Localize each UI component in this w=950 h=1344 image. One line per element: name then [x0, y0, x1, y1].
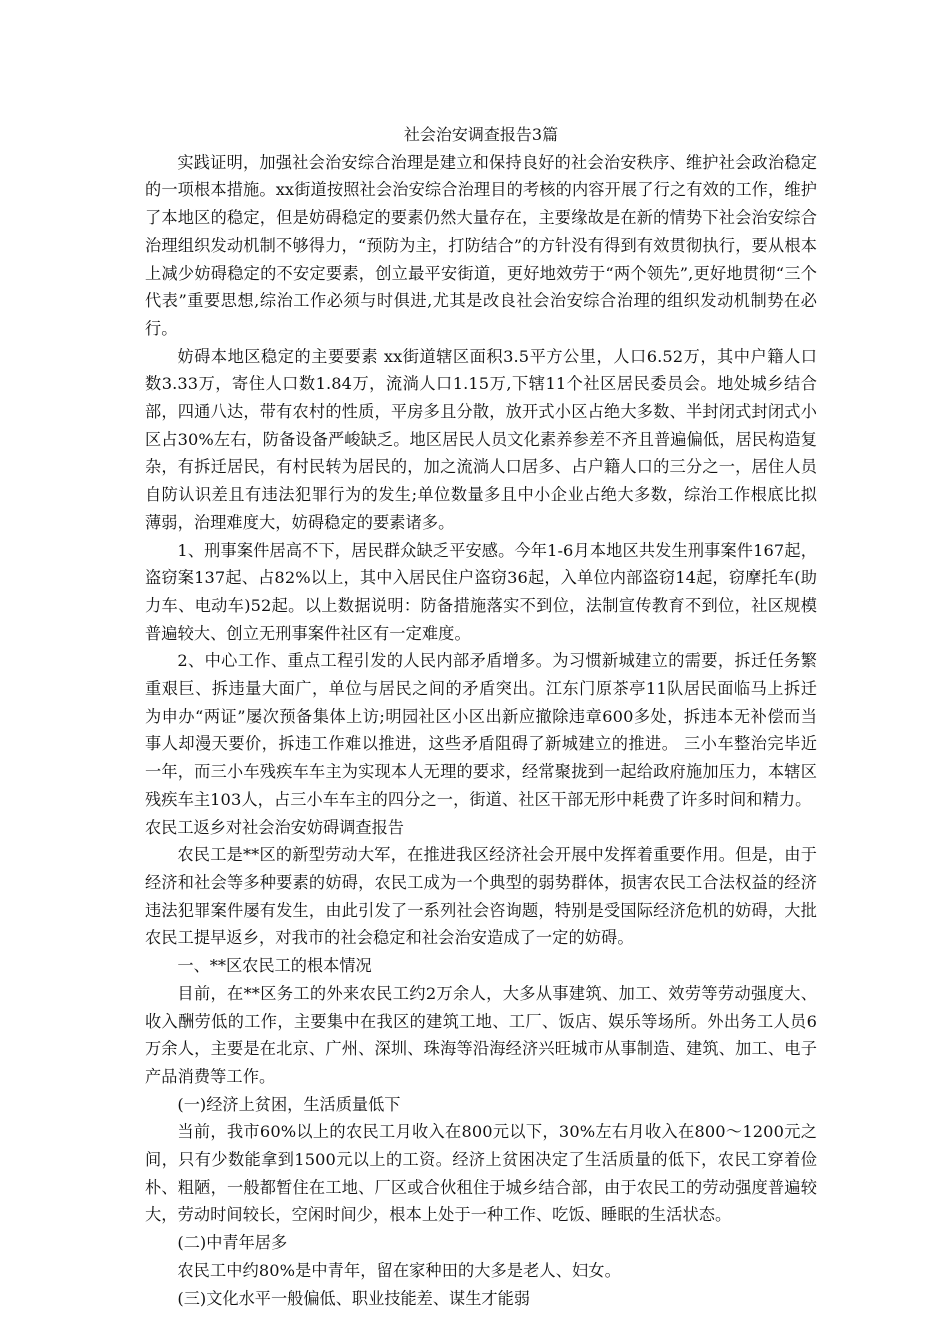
age-paragraph: 农民工中约80%是中青年，留在家种田的大多是老人、妇女。 — [177, 1260, 621, 1280]
subheading-education: (三)文化水平一般偏低、职业技能差、谋生才能弱 — [177, 1288, 530, 1308]
document-page — [145, 121, 817, 1312]
basic-situation-paragraph: 目前，在**区务工的外来农民工约2万余人，大多从事建筑、加工、效劳等劳动强度大、收入酬劳低的工作，主要集中在我区的建筑工地、工厂、饭店、娱乐等场所。外出务工人员6万余人，主要是在北京、广州、深圳、珠海等沿海经济兴旺城市从事制造、建筑、加工、电子产品消费等工作。 — [145, 983, 817, 1086]
criminal-cases-paragraph: 1、刑事案件居高不下，居民群众缺乏平安感。今年1-6月本地区共发生刑事案件167起，盗窃案137起、占82%以上，其中入居民住户盗窃36起，入单位内部盗窃14起，窃摩托车(助力车、电动车)52起。以上数据说明：防备措施落实不到位，法制宣传教育不到位，社区规模普遍较大、创立无刑事案件社区有一定难度。 — [145, 540, 817, 643]
internal-conflicts-paragraph: 2、中心工作、重点工程引发的人民内部矛盾增多。为习惯新城建立的需要，拆迁任务繁重艰巨、拆违量大面广，单位与居民之间的矛盾突出。江东门原茶亭11队居民面临马上拆迁为申办“两证”屡次预备集体上访;明园社区小区出新应撤除违章600多处，拆违本无补偿而当事人却漫天要价，拆违工作难以推进，这些矛盾阻碍了新城建立的推进。 三小车整治完毕近一年，而三小车残疾车车主为实现本人无理的要求，经常聚拢到一起给政府施加压力，本辖区残疾车主103人，占三小车车主的四分之一，街道、社区干部无形中耗费了许多时间和精力。 — [145, 651, 817, 809]
intro-paragraph: 实践证明，加强社会治安综合治理是建立和保持良好的社会治安秩序、维护社会政治稳定的一项根本措施。xx街道按照社会治安综合治理目的考核的内容开展了行之有效的工作，维护了本地区的稳定，但是妨碍稳定的要素仍然大量存在，主要缘故是在新的情势下社会治安综合治理组织发动机制不够得力，“预防为主，打防结合”的方针没有得到有效贯彻执行，要从根本上减少妨碍稳定的不安定要素，创立最平安街道，更好地效劳于“两个领先”,更好地贯彻“三个代表”重要思想,综治工作必须与时俱进,尤其是改良社会治安综合治理的组织发动机制势在必行。 — [145, 152, 817, 338]
subheading-age: (二)中青年居多 — [177, 1233, 288, 1253]
factors-paragraph: 妨碍本地区稳定的主要要素 xx街道辖区面积3.5平方公里，人口6.52万，其中户籍人口数3.33万，寄住人口数1.84万，流淌人口1.15万,下辖11个社区居民委员会。地处城乡结合部，四通八达，带有农村的性质，平房多且分散，放开式小区占绝大多数、半封闭式封闭式小区占30%左右，防备设备严峻缺乏。地区居民人员文化素养参差不齐且普遍偏低，居民构造复杂，有拆迁居民，有村民转为居民的，加之流淌人口居多、占户籍人口的三分之一，居住人员自防认识差且有违法犯罪行为的发生;单位数量多且中小企业占绝大多数，综治工作根底比拟薄弱，治理难度大，妨碍稳定的要素诸多。 — [145, 346, 817, 532]
economic-paragraph: 当前，我市60%以上的农民工月收入在800元以下，30%左右月收入在800～1200元之间，只有少数能拿到1500元以上的工资。经济上贫困决定了生活质量的低下，农民工穿着俭朴、粗陋，一般都暂住在工地、厂区或合伙租住于城乡结合部，由于农民工的劳动强度普遍较大，劳动时间较长，空闲时间少，根本上处于一种工作、吃饭、睡眠的生活状态。 — [145, 1122, 817, 1225]
document-title: 社会治安调查报告3篇 — [403, 125, 559, 144]
section-intro-paragraph: 农民工是**区的新型劳动大军，在推进我区经济社会开展中发挥着重要作用。但是，由于经济和社会等多种要素的妨碍，农民工成为一个典型的弱势群体，损害农民工合法权益的经济违法犯罪案件屡有发生，由此引发了一系列社会咨询题，特别是受国际经济危机的妨碍，大批农民工提早返乡，对我市的社会稳定和社会治安造成了一定的妨碍。 — [145, 845, 817, 948]
section-title: 农民工返乡对社会治安妨碍调查报告 — [145, 817, 404, 837]
section-heading: 一、**区农民工的根本情况 — [177, 956, 372, 976]
subheading-economic: (一)经济上贫困，生活质量低下 — [177, 1094, 401, 1114]
